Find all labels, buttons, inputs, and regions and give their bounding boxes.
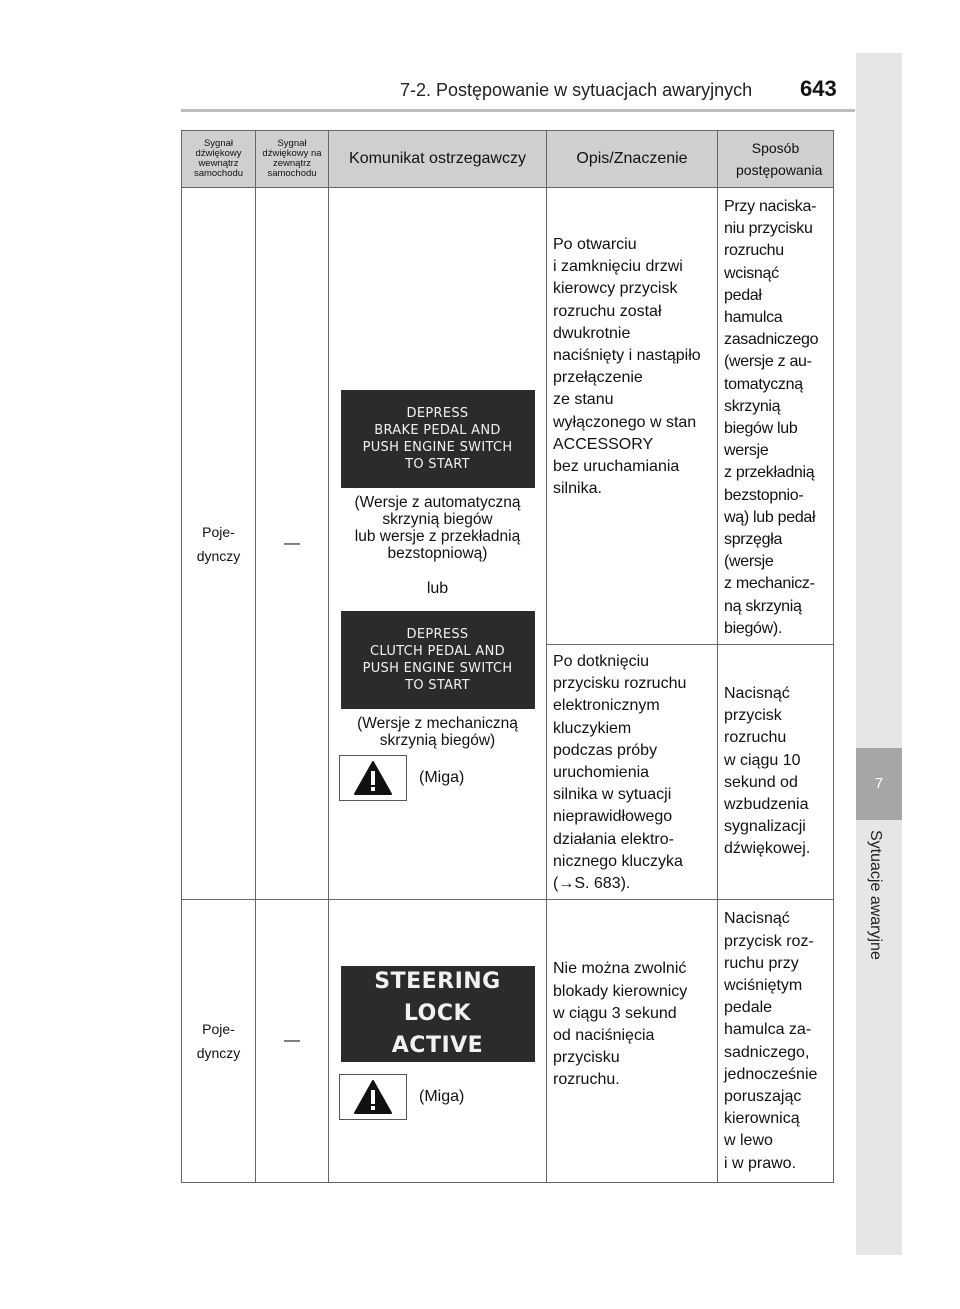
- page-number: 643: [800, 76, 837, 101]
- header-inside-buzzer: [182, 131, 256, 188]
- header-outside-buzzer: [256, 131, 329, 188]
- chapter-number: 7: [856, 748, 902, 820]
- row2-meaning-text: Nie można zwolnić blokady kierownicy w ciągu 3 sekund od naciśnięcia przycisku rozruchu.: [553, 960, 688, 1089]
- caption-automatic: (Wersje z automatyczną skrzynią biegów lub wersje z przekładnią bezstopniową): [354, 494, 521, 562]
- row1-outside-buzzer: —: [256, 188, 329, 900]
- row2-action: [718, 900, 834, 1183]
- row1-message: [329, 188, 547, 900]
- row1-meaning-b-text: Po dotknięciu przycisku rozruchu elektronicznym kluczykiem podczas próby uruchomienia silnika w sytuacji nieprawidłowego działania elektro- nicznego kluczyka (→S. 683).: [553, 653, 687, 893]
- row1-inside-text: Poje- dynczy: [196, 523, 241, 564]
- header-inside-text: Sygnał dźwiękowy wewnątrz samochodu: [193, 138, 244, 179]
- row2-meaning: [547, 900, 718, 1183]
- blink-label: (Miga): [419, 1088, 465, 1106]
- table-header-row: [182, 131, 834, 188]
- header-action-text: Sposób postępowania: [736, 140, 823, 178]
- row2-inside-buzzer: [182, 900, 256, 1183]
- row1-action-b: [718, 645, 834, 900]
- warning-triangle-icon: [339, 755, 407, 801]
- blink-label: (Miga): [419, 769, 465, 786]
- blink-indicator: [339, 755, 546, 801]
- header-outside-text: Sygnał dźwiękowy na zewnątrz samochodu: [262, 138, 322, 179]
- header-meaning: Opis/Znaczenie: [547, 131, 718, 188]
- row2-inside-text: Poje- dynczy: [196, 1021, 241, 1062]
- section-title: 7-2. Postępowanie w sytuacjach awaryjnych: [400, 80, 753, 100]
- row2-message: [329, 900, 547, 1183]
- row2-outside-buzzer: —: [256, 900, 329, 1183]
- warning-message-table: [181, 130, 834, 1183]
- display-depress-brake-text: DEPRESS BRAKE PEDAL AND PUSH ENGINE SWITCH TO START: [362, 406, 513, 472]
- display-depress-brake: [341, 390, 535, 488]
- row1-action-b-text: Nacisnąć przycisk rozruchu w ciągu 10 sekund od wzbudzenia sygnalizacji dźwiękowej.: [724, 685, 811, 858]
- table-row: [182, 188, 834, 645]
- display-depress-clutch: [341, 611, 535, 709]
- caption-or: lub: [426, 580, 449, 597]
- display-steering-lock: [341, 966, 535, 1062]
- row1-action-a-text: Przy naciska- niu przycisku rozruchu wcisnąć pedał hamulca zasadniczego (wersje z au- tomatyczną skrzynią biegów lub wersje z przekładnią bezstopnio- wą) lub pedał sprzęgła (wersje z mechanicz- ną skrzynią biegów).: [724, 198, 819, 637]
- display-depress-clutch-text: DEPRESS CLUTCH PEDAL AND PUSH ENGINE SWITCH TO START: [362, 627, 513, 693]
- warning-triangle-icon: [339, 1074, 407, 1120]
- blink-indicator: [339, 1074, 546, 1120]
- row1-meaning-b: [547, 645, 718, 900]
- row1-meaning-a: [547, 188, 718, 645]
- table-row: [182, 900, 834, 1183]
- row1-inside-buzzer: [182, 188, 256, 900]
- row1-meaning-a-text: Po otwarciu i zamknięciu drzwi kierowcy przycisk rozruchu został dwukrotnie naciśnięty i nastąpiło przełączenie ze stanu wyłączonego w stan ACCESSORY bez uruchamiania silnika.: [553, 236, 701, 498]
- chapter-label: Sytuacje awaryjne: [867, 830, 884, 960]
- header-rule: [181, 109, 855, 112]
- chapter-side-tab: [856, 53, 902, 1255]
- header-message: Komunikat ostrzegawczy: [329, 131, 547, 188]
- caption-manual: (Wersje z mechaniczną skrzynią biegów): [357, 715, 518, 749]
- row2-action-text: Nacisnąć przycisk roz- ruchu przy wciśniętym pedale hamulca za- sadniczego, jednocześnie poruszając kierownicą w lewo i w prawo.: [724, 910, 818, 1172]
- header-action: [718, 131, 834, 188]
- display-steering-lock-text: STEERING LOCK ACTIVE: [374, 969, 501, 1059]
- row1-action-a: [718, 188, 834, 645]
